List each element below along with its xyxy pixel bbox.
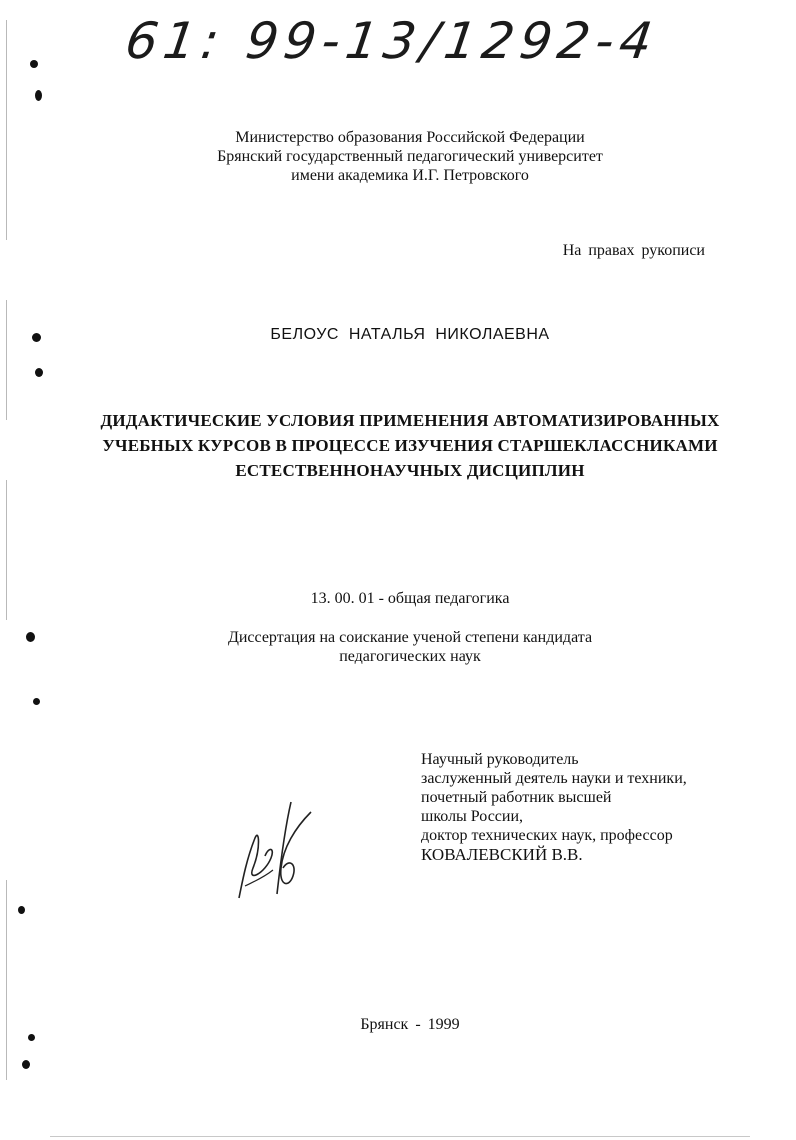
supervisor-block [421, 750, 751, 864]
punch-hole-mark [35, 90, 42, 101]
university-name-line: имени академика И.Г. Петровского [291, 167, 529, 184]
university-line: Брянский государственный педагогический университет [217, 148, 603, 165]
title-line-1: ДИДАКТИЧЕСКИЕ УСЛОВИЯ ПРИМЕНЕНИЯ АВТОМАТИЗИРОВАННЫХ [100, 411, 720, 430]
archive-code-text: 61: 99-13/1292-4 [121, 12, 662, 70]
supervisor-line-5: доктор технических наук, профессор [421, 827, 673, 844]
scan-edge-line [6, 880, 7, 1080]
supervisor-line-3: почетный работник высшей [421, 789, 612, 806]
supervisor-name: КОВАЛЕВСКИЙ В.В. [421, 845, 583, 864]
punch-hole-mark [28, 1034, 35, 1041]
degree-line-2: педагогических наук [339, 648, 481, 665]
supervisor-line-1: Научный руководитель [421, 751, 579, 768]
punch-hole-mark [18, 906, 25, 914]
title-line-2: УЧЕБНЫХ КУРСОВ В ПРОЦЕССЕ ИЗУЧЕНИЯ СТАРШЕКЛАССНИКАМИ [102, 436, 718, 455]
place-and-year: Брянск - 1999 [360, 1016, 460, 1033]
punch-hole-mark [33, 698, 40, 705]
punch-hole-mark [30, 60, 38, 68]
supervisor-line-4: школы России, [421, 808, 524, 825]
dissertation-title [0, 408, 796, 483]
punch-hole-mark [22, 1060, 30, 1069]
rights-notice: На правах рукописи [562, 242, 705, 259]
supervisor-line-2: заслуженный деятель науки и техники, [421, 770, 687, 787]
specialty-code: 13. 00. 01 - общая педагогика [310, 590, 510, 607]
scan-edge-line [6, 300, 7, 420]
archive-code-handwritten [121, 12, 662, 112]
title-line-3: ЕСТЕСТВЕННОНАУЧНЫХ ДИСЦИПЛИН [235, 461, 585, 480]
handwritten-signature [225, 798, 325, 908]
organization-header [0, 128, 796, 185]
scan-bottom-edge [50, 1136, 750, 1137]
degree-statement [0, 628, 796, 666]
ministry-line: Министерство образования Российской Федерации [235, 129, 585, 146]
punch-hole-mark [35, 368, 43, 377]
degree-line-1: Диссертация на соискание ученой степени кандидата [227, 629, 593, 646]
author-name: БЕЛОУС НАТАЛЬЯ НИКОЛАЕВНА [270, 326, 550, 343]
